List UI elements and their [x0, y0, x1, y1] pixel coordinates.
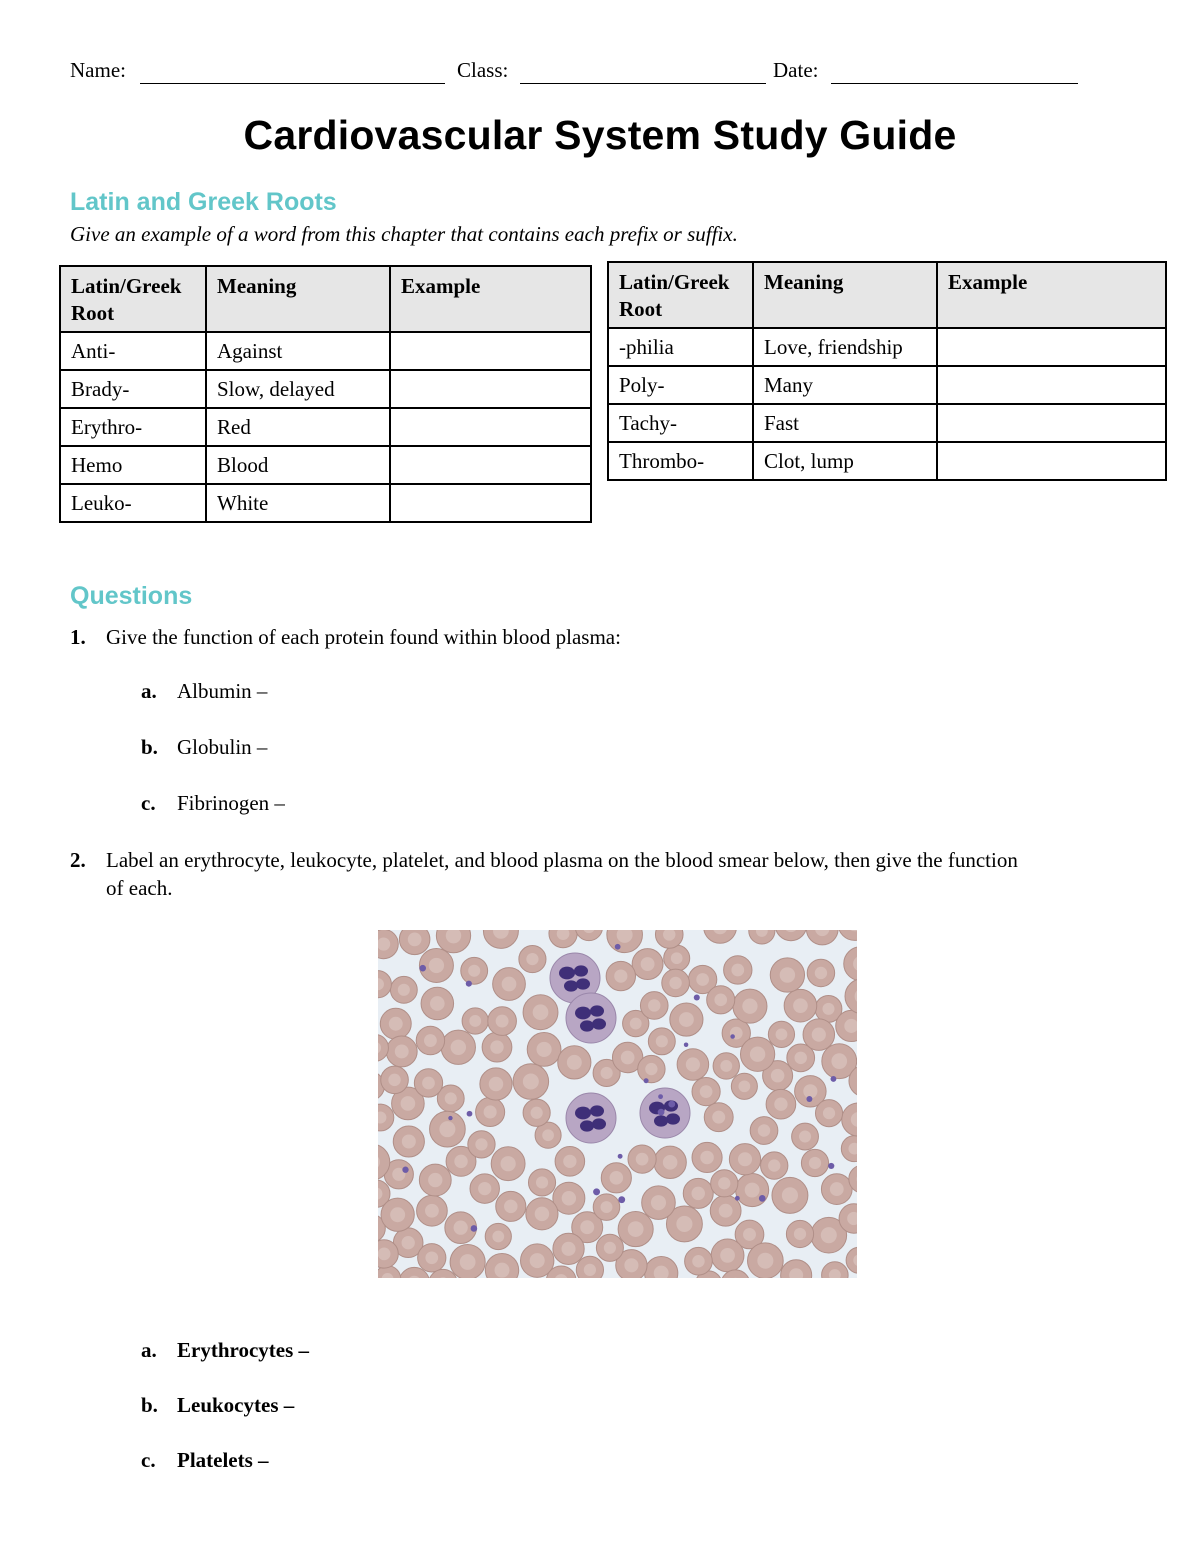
answer-item-platelets [141, 1448, 269, 1473]
answer-item-leukocytes [141, 1393, 294, 1418]
platelet [593, 1188, 600, 1195]
question-text: Give the function of each protein found within blood plasma: [106, 625, 621, 649]
erythrocyte [711, 1170, 738, 1197]
meaning-cell: Red [206, 408, 390, 446]
col-header-root: Latin/Greek Root [60, 266, 206, 332]
erythrocyte [519, 946, 546, 973]
item-letter: b. [141, 735, 158, 759]
blood-smear-image [378, 930, 857, 1278]
item-letter: a. [141, 1338, 157, 1362]
erythrocyte [801, 1149, 828, 1176]
date-label: Date: [773, 58, 819, 82]
example-cell[interactable] [390, 332, 591, 370]
answer-item-globulin [141, 735, 267, 760]
name-label: Name: [70, 58, 126, 82]
erythrocyte [692, 1078, 720, 1106]
table-row [608, 328, 1166, 366]
erythrocyte [414, 1069, 442, 1097]
erythrocyte [733, 989, 767, 1023]
erythrocyte [528, 1169, 555, 1196]
item-text: Leukocytes – [177, 1393, 295, 1417]
erythrocyte [476, 1097, 505, 1126]
item-text: Globulin – [177, 735, 268, 759]
erythrocyte [821, 1174, 852, 1205]
erythrocyte [761, 1152, 788, 1179]
root-cell: Hemo [60, 446, 206, 484]
erythrocyte [713, 1053, 739, 1079]
erythrocyte [642, 1186, 676, 1220]
example-cell[interactable] [390, 408, 591, 446]
erythrocyte [491, 1147, 525, 1181]
class-blank[interactable] [520, 83, 766, 84]
erythrocyte [807, 959, 834, 986]
example-cell[interactable] [390, 370, 591, 408]
erythrocyte [468, 1131, 495, 1158]
root-cell: Tachy- [608, 404, 753, 442]
erythrocyte [654, 1146, 686, 1178]
erythrocyte [784, 989, 817, 1022]
erythrocyte [692, 1142, 722, 1172]
erythrocyte [803, 1019, 835, 1051]
example-cell[interactable] [390, 484, 591, 522]
example-cell[interactable] [937, 442, 1166, 480]
erythrocyte [553, 1233, 584, 1264]
erythrocyte [513, 1064, 549, 1100]
meaning-cell: Many [753, 366, 937, 404]
platelet [658, 1109, 665, 1116]
erythrocyte [707, 986, 735, 1014]
erythrocyte [381, 1066, 409, 1094]
root-cell: Poly- [608, 366, 753, 404]
table-row [60, 332, 591, 370]
meaning-cell: Slow, delayed [206, 370, 390, 408]
leukocyte [640, 1088, 690, 1138]
erythrocyte [480, 1068, 512, 1100]
erythrocyte [399, 930, 430, 955]
roots-table-right [607, 261, 1167, 481]
roots-table-left [59, 265, 592, 523]
erythrocyte [731, 1073, 757, 1099]
erythrocyte [461, 957, 488, 984]
erythrocyte [523, 995, 558, 1030]
erythrocyte [628, 1145, 656, 1173]
root-cell: -philia [608, 328, 753, 366]
blood-smear-drawing [378, 930, 857, 1278]
erythrocyte [593, 1194, 620, 1221]
erythrocyte [770, 958, 804, 992]
erythrocyte [772, 1177, 808, 1213]
example-cell[interactable] [937, 404, 1166, 442]
erythrocyte [523, 1099, 550, 1126]
meaning-cell: Against [206, 332, 390, 370]
erythrocyte [526, 1198, 558, 1230]
erythrocyte [462, 1008, 488, 1034]
platelet [828, 1163, 834, 1169]
erythrocyte [380, 1008, 411, 1039]
erythrocyte [729, 1144, 760, 1175]
platelet [684, 1042, 689, 1047]
roots-heading: Latin and Greek Roots [70, 188, 337, 216]
root-cell: Erythro- [60, 408, 206, 446]
table-header-row [60, 266, 591, 332]
item-text: Albumin – [177, 679, 268, 703]
root-cell: Thrombo- [608, 442, 753, 480]
erythrocyte [792, 1123, 819, 1150]
erythrocyte [441, 1030, 475, 1064]
example-cell[interactable] [937, 328, 1166, 366]
col-header-meaning: Meaning [206, 266, 390, 332]
erythrocyte [724, 956, 752, 984]
erythrocyte [748, 1243, 784, 1278]
erythrocyte [766, 1089, 796, 1119]
erythrocyte [450, 1244, 485, 1278]
platelet [618, 1154, 623, 1159]
erythrocyte [496, 1191, 526, 1221]
erythrocyte [618, 1212, 653, 1247]
platelet [658, 1094, 663, 1099]
platelet [730, 1034, 734, 1038]
erythrocyte [685, 1247, 713, 1275]
item-text: Fibrinogen – [177, 791, 285, 815]
platelet [448, 1116, 452, 1120]
erythrocyte [470, 1174, 499, 1203]
platelet [806, 1096, 812, 1102]
col-header-example: Example [937, 262, 1166, 328]
question-number: 2. [70, 848, 86, 872]
item-text: Erythrocytes – [177, 1338, 309, 1362]
platelet [402, 1167, 408, 1173]
erythrocyte [386, 1036, 417, 1067]
erythrocyte [416, 1026, 444, 1054]
erythrocyte [601, 1163, 631, 1193]
erythrocyte [677, 1049, 709, 1081]
table-row [60, 446, 591, 484]
erythrocyte [390, 976, 417, 1003]
erythrocyte [632, 949, 663, 980]
erythrocyte [750, 1117, 778, 1145]
platelet [694, 994, 700, 1000]
erythrocyte [786, 1220, 813, 1247]
erythrocyte [683, 1178, 713, 1208]
erythrocyte [417, 1195, 448, 1226]
erythrocyte [393, 1126, 424, 1157]
date-blank[interactable] [831, 83, 1078, 84]
col-header-root: Latin/Greek Root [608, 262, 753, 328]
meaning-cell: Love, friendship [753, 328, 937, 366]
platelet [759, 1195, 766, 1202]
erythrocyte [740, 1037, 774, 1071]
erythrocyte [670, 1003, 703, 1036]
erythrocyte [555, 1147, 585, 1177]
erythrocyte [430, 1111, 466, 1147]
item-letter: c. [141, 791, 156, 815]
table-row [60, 408, 591, 446]
erythrocyte [488, 1007, 517, 1036]
erythrocyte [664, 945, 690, 971]
erythrocyte [711, 1239, 744, 1272]
item-letter: b. [141, 1393, 158, 1417]
root-cell: Anti- [60, 332, 206, 370]
table-row [60, 370, 591, 408]
platelet [419, 965, 426, 972]
example-cell[interactable] [390, 446, 591, 484]
erythrocyte [527, 1033, 561, 1067]
answer-item-fibrinogen [141, 791, 285, 816]
platelet [618, 1196, 625, 1203]
erythrocyte [485, 1223, 511, 1249]
meaning-cell: Fast [753, 404, 937, 442]
erythrocyte [421, 987, 454, 1020]
root-cell: Leuko- [60, 484, 206, 522]
table-header-row [608, 262, 1166, 328]
erythrocyte [419, 1164, 451, 1196]
question-text-line-2: of each. [106, 876, 173, 900]
answer-item-albumin [141, 679, 267, 704]
erythrocyte [815, 1100, 842, 1127]
meaning-cell: White [206, 484, 390, 522]
platelet [615, 944, 621, 950]
example-cell[interactable] [937, 366, 1166, 404]
erythrocyte [418, 1244, 446, 1272]
platelet [466, 981, 472, 987]
platelet [467, 1111, 473, 1117]
erythrocyte [704, 1103, 733, 1132]
erythrocyte [648, 1028, 675, 1055]
erythrocyte [662, 969, 690, 997]
erythrocyte [640, 992, 668, 1020]
table-row [608, 442, 1166, 480]
platelet [668, 1101, 675, 1108]
meaning-cell: Clot, lump [753, 442, 937, 480]
item-letter: a. [141, 679, 157, 703]
question-number: 1. [70, 625, 86, 649]
page-title: Cardiovascular System Study Guide [243, 112, 957, 158]
col-header-example: Example [390, 266, 591, 332]
erythrocyte [482, 1032, 512, 1062]
erythrocyte [638, 1055, 665, 1082]
table-row [60, 484, 591, 522]
erythrocyte [493, 968, 526, 1001]
meaning-cell: Blood [206, 446, 390, 484]
leukocyte [566, 1093, 616, 1143]
platelet [831, 1076, 837, 1082]
erythrocyte [736, 1174, 769, 1207]
name-blank[interactable] [140, 83, 445, 84]
table-row [608, 366, 1166, 404]
item-text: Platelets – [177, 1448, 269, 1472]
erythrocyte [596, 1234, 623, 1261]
root-cell: Brady- [60, 370, 206, 408]
item-letter: c. [141, 1448, 156, 1472]
table-row [608, 404, 1166, 442]
class-label: Class: [457, 58, 509, 82]
roots-instruction: Give an example of a word from this chapter that contains each prefix or suffix. [70, 222, 738, 246]
platelet [735, 1196, 740, 1201]
erythrocyte [381, 1198, 414, 1231]
erythrocyte [768, 1021, 794, 1047]
leukocyte [566, 993, 616, 1043]
questions-heading: Questions [70, 582, 193, 610]
col-header-meaning: Meaning [753, 262, 937, 328]
erythrocyte [558, 1046, 591, 1079]
answer-item-erythrocytes [141, 1338, 309, 1363]
platelet [644, 1078, 649, 1083]
erythrocyte [606, 961, 635, 990]
question-text-line-1: Label an erythrocyte, leukocyte, platelet, and blood plasma on the blood smear below, then give the function [106, 848, 1018, 872]
platelet [471, 1225, 478, 1232]
